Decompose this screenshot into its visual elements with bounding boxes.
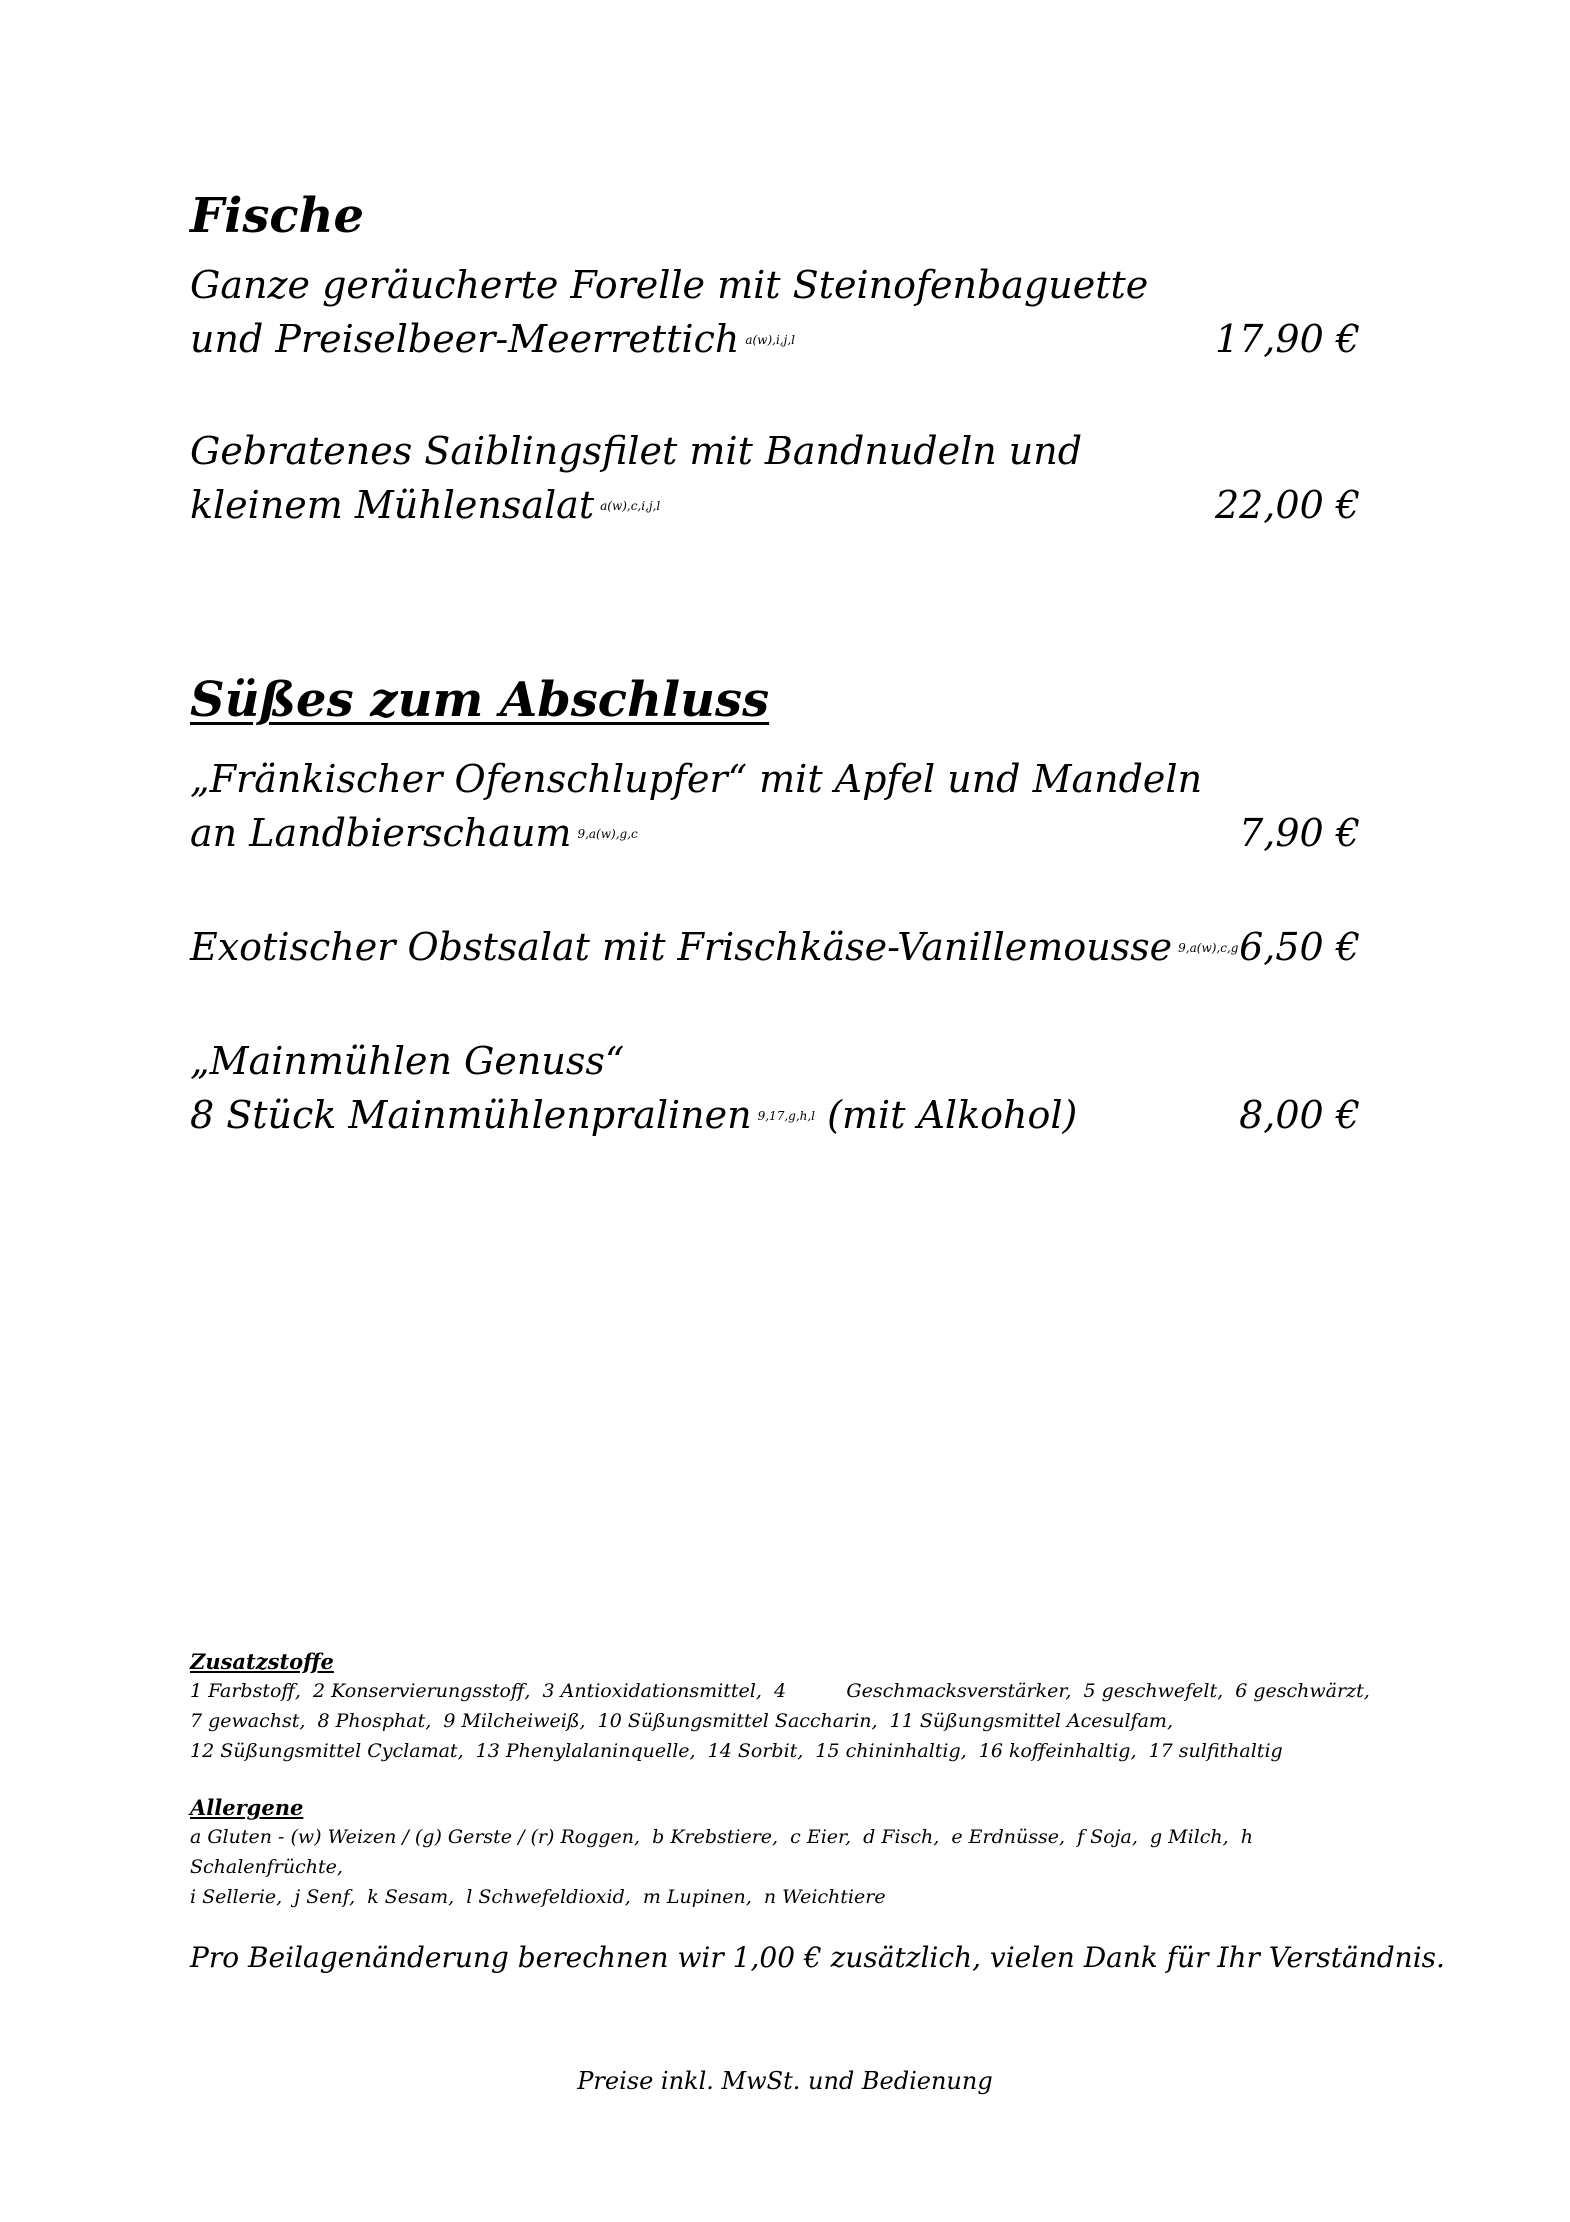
item-name-text: Exotischer Obstsalat mit Frischkäse-Vanillemousse (190, 925, 1173, 969)
item-name-line2 (190, 478, 1360, 533)
additives-legend (190, 1648, 1390, 1766)
item-name-line2 (190, 1088, 1360, 1143)
item-price: 7,90 € (1239, 811, 1360, 855)
item-name-text: und Preiselbeer-Meerrettich (190, 317, 740, 361)
item-name-line2 (190, 806, 1360, 861)
section-title-fish: Fische (190, 188, 364, 244)
side-dish-change-note: Pro Beilagenänderung berechnen wir 1,00 € zusätzlich, vielen Dank für Ihr Verständnis. (190, 1941, 1445, 1974)
menu-item (190, 920, 1360, 975)
menu-item (190, 1034, 1360, 1143)
allergens-legend (190, 1794, 1390, 1912)
item-name-suffix: (mit Alkohol) (827, 1093, 1078, 1137)
menu-item (190, 258, 1360, 367)
price-footer: Preise inkl. MwSt. und Bedienung (577, 2067, 993, 2095)
item-price: 8,00 € (1239, 1093, 1360, 1137)
item-name-text: 8 Stück Mainmühlenpralinen (190, 1093, 752, 1137)
allergens-heading: Allergene (190, 1795, 304, 1820)
item-price: 6,50 € (1239, 925, 1360, 969)
menu-item (190, 424, 1360, 533)
item-name-text: kleinem Mühlensalat (190, 483, 595, 527)
item-name-line1: „Fränkischer Ofenschlupfer“ mit Apfel und Mandeln (190, 757, 1203, 801)
section-title-dessert: Süßes zum Abschluss (190, 672, 770, 728)
menu-item (190, 752, 1360, 861)
allergen-codes: 9,17,g,h,l (757, 1109, 816, 1123)
allergens-line: a Gluten - (w) Weizen / (g) Gerste / (r) Roggen, b Krebstiere, c Eier, d Fisch, e Erdnüsse, f Soja, g Milch, h Schalenfrüchte, (190, 1826, 1260, 1878)
item-name-line1: „Mainmühlen Genuss“ (190, 1039, 625, 1083)
item-price: 17,90 € (1214, 317, 1360, 361)
allergen-codes: a(w),i,j,l (745, 333, 795, 347)
additives-heading: Zusatzstoffe (190, 1649, 334, 1674)
additives-line: 1 Farbstoff, 2 Konservierungsstoff, 3 Antioxidationsmittel, 4 Geschmacksverstärker, 5 geschwefelt, 6 geschwärzt, (190, 1680, 1370, 1702)
additives-line: 7 gewachst, 8 Phosphat, 9 Milcheiweiß, 10 Süßungsmittel Saccharin, 11 Süßungsmittel Acesulfam, (190, 1710, 1173, 1732)
allergens-line: i Sellerie, j Senf, k Sesam, l Schwefeldioxid, m Lupinen, n Weichtiere (190, 1886, 886, 1908)
item-name-line1 (190, 920, 1360, 975)
allergen-codes: 9,a(w),g,c (577, 827, 638, 841)
item-name-line1: Gebratenes Saiblingsfilet mit Bandnudeln und (190, 429, 1083, 473)
item-price: 22,00 € (1214, 483, 1360, 527)
allergen-codes: 9,a(w),c,g (1178, 941, 1239, 955)
allergen-codes: a(w),c,i,j,l (600, 499, 661, 513)
item-name-text: an Landbierschaum (190, 811, 572, 855)
item-name-line1: Ganze geräucherte Forelle mit Steinofenbaguette (190, 263, 1149, 307)
additives-line: 12 Süßungsmittel Cyclamat, 13 Phenylalaninquelle, 14 Sorbit, 15 chininhaltig, 16 koffeinhaltig, 17 sulfithaltig (190, 1740, 1283, 1762)
item-name-line2 (190, 312, 1360, 367)
